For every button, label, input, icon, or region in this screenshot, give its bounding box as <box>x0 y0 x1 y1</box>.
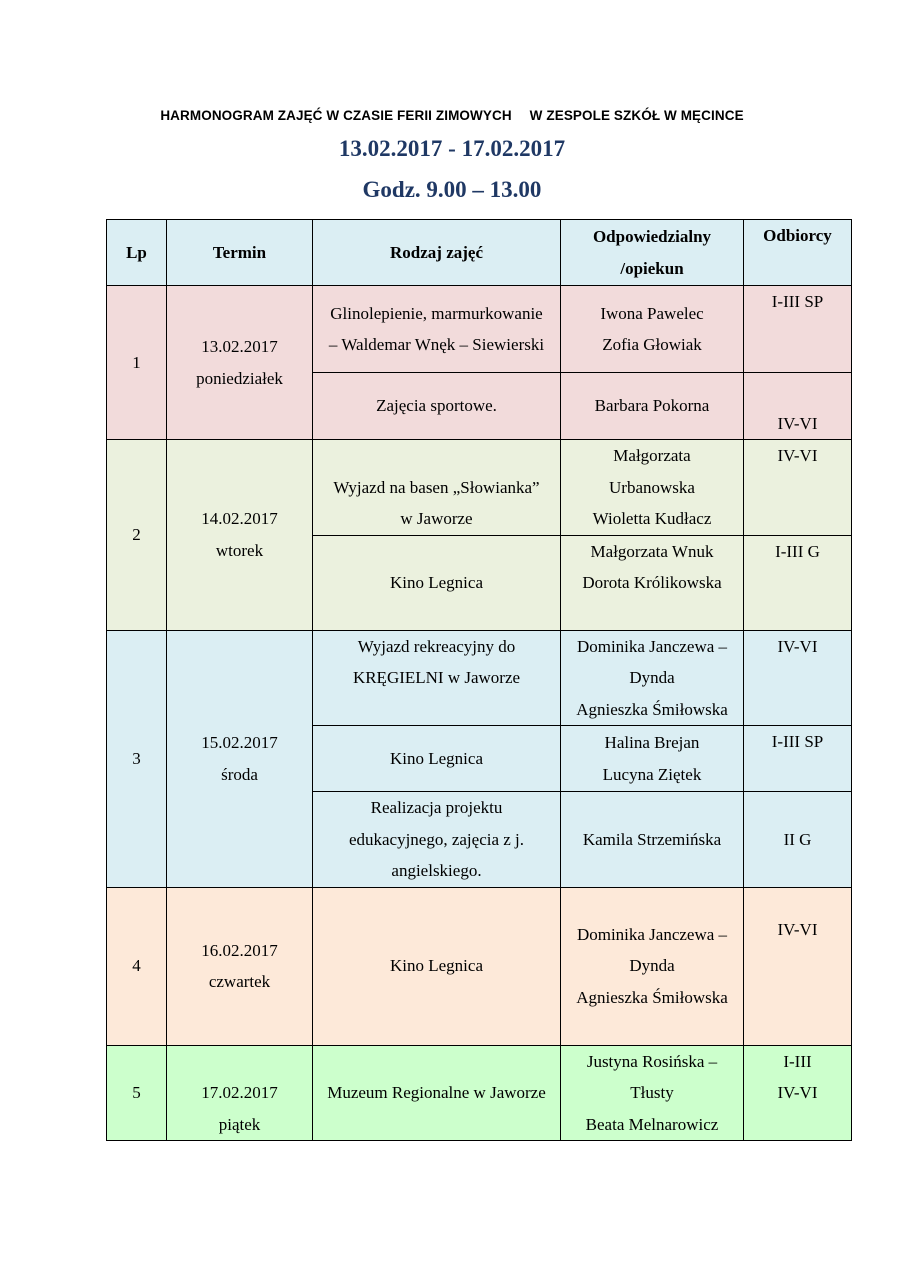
activity-cell: Muzeum Regionalne w Jaworze <box>313 1045 561 1141</box>
lp-cell: 4 <box>107 887 167 1045</box>
termin-cell <box>167 286 313 440</box>
activity-cell: Zajęcia sportowe. <box>313 373 561 440</box>
person-cell <box>561 286 744 373</box>
activity-cell: Kino Legnica <box>313 726 561 792</box>
person-line: Małgorzata <box>613 446 691 465</box>
activity-cell <box>313 286 561 373</box>
col-header-odpowiedzialny-line1: Odpowiedzialny <box>592 227 712 246</box>
audience-cell: IV-VI <box>744 630 852 726</box>
person-line: Dominika Janczewa – <box>576 636 728 656</box>
header-row <box>107 220 852 286</box>
audience-cell: I-III SP <box>744 286 852 373</box>
person-line: Halina Brejan <box>604 733 700 752</box>
day-date: 15.02.2017 <box>201 733 278 752</box>
person-line: Dorota Królikowska <box>582 573 722 592</box>
audience-cell: I-III SP <box>744 726 852 792</box>
activity-line: KRĘGIELNI w Jaworze <box>352 668 521 687</box>
activity-cell <box>313 792 561 888</box>
person-cell <box>561 887 744 1045</box>
person-line: Dynda <box>629 668 675 687</box>
activity-line: Wyjazd na basen „Słowianka” <box>333 477 540 497</box>
person-cell: Kamila Strzemińska <box>561 792 744 888</box>
col-header-lp: Lp <box>107 220 167 286</box>
table-row <box>107 630 852 726</box>
activity-line: w Jaworze <box>400 509 473 528</box>
audience-cell: IV-VI <box>744 373 852 440</box>
activity-line: angielskiego. <box>391 861 482 880</box>
day-date: 14.02.2017 <box>201 509 278 529</box>
day-date: 17.02.2017 <box>201 1083 278 1102</box>
col-header-odpowiedzialny-line2: /opiekun <box>620 258 684 278</box>
day-weekday: piątek <box>218 1114 261 1134</box>
col-header-odpowiedzialny <box>561 220 744 286</box>
lp-cell: 3 <box>107 630 167 887</box>
lp-cell: 2 <box>107 440 167 631</box>
table-row <box>107 1045 852 1141</box>
col-header-odbiorcy: Odbiorcy <box>744 220 852 286</box>
activity-cell <box>313 440 561 536</box>
person-line: Agnieszka Śmiłowska <box>576 699 728 719</box>
audience-cell: I-III G <box>744 535 852 630</box>
activity-line: edukacyjnego, zajęcia z j. <box>348 829 525 849</box>
day-date: 13.02.2017 <box>201 337 278 356</box>
person-line: Wioletta Kudłacz <box>592 509 712 528</box>
lp-cell: 1 <box>107 286 167 440</box>
audience-cell: II G <box>744 792 852 888</box>
lp-cell: 5 <box>107 1045 167 1141</box>
col-header-termin: Termin <box>167 220 313 286</box>
person-line: Urbanowska <box>609 477 695 497</box>
person-line: Małgorzata Wnuk <box>590 541 714 561</box>
day-weekday: poniedziałek <box>196 368 283 388</box>
activity-line: Wyjazd rekreacyjny do <box>357 636 516 656</box>
person-line: Beata Melnarowicz <box>585 1114 719 1134</box>
person-line: Dynda <box>629 956 675 976</box>
person-line: Zofia Głowiak <box>602 335 702 354</box>
person-cell <box>561 440 744 536</box>
audience-line: IV-VI <box>777 1083 818 1102</box>
schedule-table <box>106 219 852 1141</box>
termin-cell <box>167 440 313 631</box>
person-line: Iwona Pawelec <box>600 303 704 323</box>
day-weekday: wtorek <box>215 540 264 560</box>
person-cell <box>561 630 744 726</box>
audience-cell <box>744 1045 852 1141</box>
person-cell: Barbara Pokorna <box>561 373 744 440</box>
activity-cell: Kino Legnica <box>313 535 561 630</box>
person-line: Tłusty <box>630 1083 674 1102</box>
activity-line: – Waldemar Wnęk – Siewierski <box>328 335 545 354</box>
audience-cell: IV-VI <box>744 887 852 1045</box>
activity-cell <box>313 630 561 726</box>
person-line: Justyna Rosińska – <box>586 1051 718 1071</box>
table-row <box>107 286 852 373</box>
title-part-2: W ZESPOLE SZKÓŁ W MĘCINCE <box>529 108 744 123</box>
person-line: Dominika Janczewa – <box>576 924 728 944</box>
document-title <box>0 108 904 123</box>
person-cell <box>561 1045 744 1141</box>
audience-line: I-III <box>783 1051 812 1071</box>
person-line: Lucyna Ziętek <box>602 764 702 784</box>
activity-line: Realizacja projektu <box>370 798 503 817</box>
day-date: 16.02.2017 <box>201 940 278 960</box>
audience-cell: IV-VI <box>744 440 852 536</box>
hours-range: Godz. 9.00 – 13.00 <box>362 177 542 202</box>
title-part-1: HARMONOGRAM ZAJĘĆ W CZASIE FERII ZIMOWYCH <box>160 108 512 123</box>
activity-line: Glinolepienie, marmurkowanie <box>330 303 543 323</box>
date-range: 13.02.2017 - 17.02.2017 <box>338 136 566 161</box>
table-row <box>107 887 852 1045</box>
col-header-rodzaj: Rodzaj zajęć <box>313 220 561 286</box>
day-weekday: czwartek <box>208 972 271 991</box>
person-line: Agnieszka Śmiłowska <box>576 987 728 1007</box>
activity-cell: Kino Legnica <box>313 887 561 1045</box>
person-cell <box>561 535 744 630</box>
table-row <box>107 440 852 536</box>
termin-cell <box>167 887 313 1045</box>
person-cell <box>561 726 744 792</box>
day-weekday: środa <box>221 764 258 784</box>
termin-cell <box>167 1045 313 1141</box>
termin-cell <box>167 630 313 887</box>
